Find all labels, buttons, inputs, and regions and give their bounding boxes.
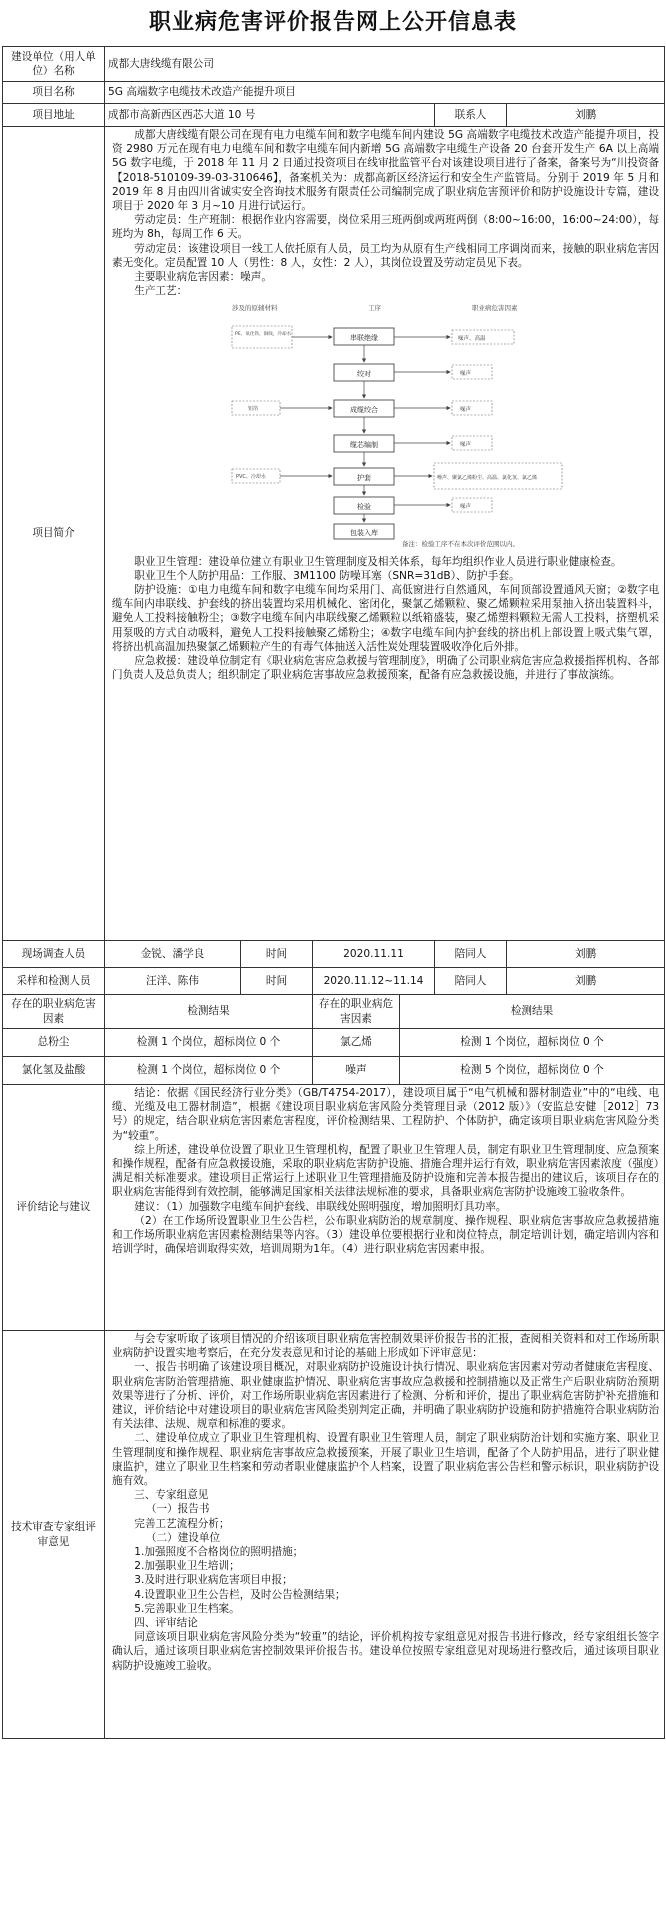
expert-p12: 5.完善职业卫生档案。 [134, 1602, 240, 1615]
hazard-result: 检测 1 个岗位，超标岗位 0 个 [105, 1029, 313, 1057]
expert-p5: （一）报告书 [145, 1503, 210, 1516]
intro-p1: 成都大唐线缆有限公司在现有电力电缆车间和数字电缆车间内建设 5G 高端数字电缆技术改造产能提升项目，投资 2980 万元在现有电力电缆车间和数字电缆车间内新增 5G 高端数字电缆生产设备 20 台套开发生产 6A 以上高端 5G 数字电缆，于 2018 年 11 月 2 日通过投资项目在线审批监管平台对该建设项目进行了备案，备案号为“川投资备【2018-510109-39-03-310646】，备案机关为：成都高新区经济运行和安全生产监管局。分别于 2019 年 5 月和 2019 年 8 月由四川省诚实安全咨询技术服务有限责任公司编制完成了职业病危害预评价和防护设施设计专篇，建设项目于 2020 年 3 月~10 月进行试运行。 [112, 129, 660, 213]
svg-text:串联绝缘: 串联绝缘 [350, 334, 378, 343]
survey-time-label: 时间 [241, 941, 313, 968]
intro-row [3, 127, 665, 941]
info-table [2, 46, 665, 1739]
sampling-label: 采样和检测人员 [3, 968, 105, 995]
sampling-accompany-label: 陪同人 [435, 968, 507, 995]
step-5 [334, 468, 394, 485]
intro-p8: 防护设施：①电力电缆车间和数字电缆车间均采用门、高低窗进行自然通风，车间顶部设置通风天窗；②数字电缆车间内串联线、护套线的挤出装置均采用机械化、密闭化，聚氯乙烯颗粒、聚乙烯颗粒采用泵抽入挤出装置料斗，避免人工投料接触粉尘；③数字电缆车间内串联线聚乙烯颗粒以纸箱盛装，聚乙烯塑料颗粒无需人工投料，挤塑机采用泵吸的方式自动吸料，避免人工投料接触聚乙烯粉尘；④数字电缆车间内护套线的挤出机上部设置上吸式集气罩，将挤出机高温加热聚氯乙烯颗粒产生的有毒气体抽送入活性炭处理装置吸收净化后外排。 [112, 584, 660, 653]
material-2-text: 铝箔 [248, 406, 259, 413]
project-address: 成都市高新西区西芯大道 10 号 [105, 104, 435, 127]
survey-label: 现场调查人员 [3, 941, 105, 968]
project-name-label: 项目名称 [3, 82, 105, 104]
step-6 [334, 497, 394, 514]
hazard-factor-header-1: 存在的职业病危害因素 [3, 995, 105, 1029]
svg-text:成缆绞合: 成缆绞合 [350, 406, 378, 415]
expert-p10: 3.及时进行职业病危害项目申报； [134, 1574, 293, 1587]
svg-text:绞对: 绞对 [357, 370, 371, 379]
step-1 [334, 328, 394, 345]
step-7 [334, 524, 394, 539]
hazard-6-text: 噪声 [460, 504, 472, 511]
conclusion-p3: 建议：（1）加强数字电缆车间护套线、串联线处照明强度，增加照明灯具功率。 [134, 1200, 507, 1213]
hazard-factor: 氯乙烯 [313, 1029, 400, 1057]
conclusion-p2: 综上所述，建设单位设置了职业卫生管理机构，配置了职业卫生管理人员，制定有职业卫生管理制度、应急预案和操作规程，配备有应急救援设施，采取的职业病危害防护设施、措施合理并运行有效，职业病危害因素浓度（强度）满足相关标准要求。建设项目正常运行上述职业卫生管理措施及防护设施和完善本报告提出的建议后，该项目存在的职业病危害能得到有效控制，能够满足国家相关法律法规标准的要求，具备职业病危害防护设施竣工验收条件。 [112, 1143, 660, 1199]
survey-staff: 金锐、潘学良 [105, 941, 241, 968]
hazard-factor: 总粉尘 [3, 1029, 105, 1057]
hazard-box-4 [452, 436, 492, 450]
intro-p2: 劳动定员：生产班制：根据作业内容需要，岗位采用三班两倒或两班两倒（8:00~16:00，16:00~24:00），每班均为 8h，每周工作 6 天。 [112, 214, 660, 241]
test-result-header-2: 检测结果 [400, 995, 665, 1029]
survey-accompany: 刘鹏 [507, 941, 665, 968]
project-address-label: 项目地址 [3, 104, 105, 127]
hazard-box-3 [452, 401, 492, 415]
svg-text:包装入库: 包装入库 [350, 529, 378, 538]
expert-p3: 二、建设单位成立了职业卫生管理机构、设置有职业卫生管理人员，制定了职业病防治计划和实施方案、职业卫生管理制度和操作规程、职业病危害事故应急救援预案，开展了职业卫生培训，配备了个人防护用品，进行了职业健康监护，建立了职业卫生档案和劳动者职业健康监护个人档案，设置了职业病危害公告栏和警示标识，职业病防护设施有效。 [112, 1432, 660, 1488]
hazard-result: 检测 1 个岗位，超标岗位 0 个 [105, 1057, 313, 1085]
hazard-result: 检测 1 个岗位，超标岗位 0 个 [400, 1029, 665, 1057]
hazard-header-row [3, 995, 665, 1029]
svg-text:缆芯编制: 缆芯编制 [350, 441, 378, 450]
expert-p13: 四、评审结论 [134, 1617, 198, 1630]
conclusion-p1: 结论：依据《国民经济行业分类》（GB/T4754-2017），建设项目属于“电气机械和器材制造业”中的“电线、电缆、光缆及电工器材制造”，根据《建设项目职业病危害风险分类管理目录（2012 版）》（安监总安健［2012］73 号）的规定，结合职业病危害因素危害程度，评价检测结果、工程防护、个体防护，确定该项目职业病危害风险分类为“较重”。 [112, 1087, 660, 1142]
intro-p4: 主要职业病危害因素：噪声。 [134, 271, 272, 284]
test-result-header-1: 检测结果 [105, 995, 313, 1029]
hazard-1-text: 噪声、高温 [458, 336, 486, 343]
project-address-row [3, 104, 665, 127]
intro-p5: 生产工艺： [134, 285, 188, 298]
hazard-4-text: 噪声 [460, 442, 472, 449]
col-process-label: 工序 [368, 304, 381, 313]
material-box-1 [232, 326, 292, 348]
hazard-5-text: 噪声、聚氯乙烯粉尘、高温、氯化氢、氯乙烯 [437, 475, 538, 482]
conclusion-label: 评价结论与建议 [3, 1085, 105, 1331]
unit-row [3, 47, 665, 82]
expert-label: 技术审查专家组评审意见 [3, 1331, 105, 1739]
expert-p11: 4.设置职业卫生公告栏，及时公告检测结果； [134, 1588, 346, 1601]
expert-p1: 与会专家听取了该项目情况的介绍该项目职业病危害控制效果评价报告书的汇报，查阅相关资料和对工作场所职业病防护设置实地考察后，在充分发表意见和讨论的基础上形成如下评审意见： [112, 1333, 660, 1360]
expert-p4: 三、专家组意见 [134, 1489, 209, 1502]
project-name: 5G 高端数字电缆技术改造产能提升项目 [105, 82, 665, 104]
intro-p7: 职业卫生个人防护用品：工作服、3M1100 防噪耳塞（SNR=31dB）、防护手套。 [134, 569, 520, 582]
process-flow-diagram [222, 300, 582, 552]
svg-text:护套: 护套 [357, 474, 371, 483]
contact-label: 联系人 [435, 104, 507, 127]
expert-p9: 2.加强职业卫生培训； [134, 1560, 240, 1573]
intro-p9: 应急救援：建设单位制定有《职业病危害应急救援与管理制度》，明确了公司职业病危害应急救援指挥机构、各部门负责人及总负责人；组织制定了职业病危害事故应急救援预案，配备有应急救援设施，并进行了事故演练。 [112, 655, 660, 682]
expert-row [3, 1331, 665, 1739]
unit-name: 成都大唐线缆有限公司 [105, 47, 665, 82]
expert-p7: （二）建设单位 [145, 1531, 221, 1544]
hazard-row-2 [3, 1057, 665, 1085]
col-material-label: 涉及的原辅材料 [232, 304, 278, 313]
step-2 [334, 364, 394, 381]
step-3 [334, 400, 394, 417]
hazard-factor: 噪声 [313, 1057, 400, 1085]
col-hazard-label: 职业病危害因素 [472, 304, 518, 313]
sampling-time-label: 时间 [241, 968, 313, 995]
unit-label: 建设单位（用人单位）名称 [3, 47, 105, 82]
sampling-accompany: 刘鹏 [507, 968, 665, 995]
expert-p6: 完善工艺流程分析； [134, 1517, 230, 1530]
sampling-staff: 汪洋、陈伟 [105, 968, 241, 995]
diagram-note: 备注：检验工序不在本次评价范围以内。 [402, 540, 519, 549]
intro-label: 项目简介 [3, 127, 105, 941]
contact-name: 刘鹏 [507, 104, 665, 127]
hazard-factor: 氯化氢及盐酸 [3, 1057, 105, 1085]
hazard-box-2 [452, 365, 492, 379]
hazard-2-text: 噪声 [460, 371, 472, 378]
material-1-text: PE、氧化铁、铜线、冷却水 [235, 332, 292, 338]
expert-p8: 1.加强照度不合格岗位的照明措施； [134, 1546, 304, 1559]
sampling-time: 2020.11.12~11.14 [313, 968, 435, 995]
page-title: 职业病危害评价报告网上公开信息表 [148, 10, 517, 35]
survey-accompany-label: 陪同人 [435, 941, 507, 968]
sampling-row [3, 968, 665, 995]
intro-p6: 职业卫生管理：建设单位建立有职业卫生管理制度及相关体系，每年均组织作业人员进行职业健康检查。 [134, 555, 622, 568]
hazard-factor-header-2: 存在的职业病危害因素 [313, 995, 400, 1029]
conclusion-row [3, 1085, 665, 1331]
material-3-text: PVC、冷却水 [236, 474, 266, 481]
svg-text:检验: 检验 [357, 503, 371, 512]
hazard-box-6 [452, 498, 492, 512]
conclusion-p4: （2）在工作场所设置职业卫生公告栏，公布职业病防治的规章制度、操作规程、职业病危害事故应急救援措施和工作场所职业病危害因素检测结果等内容。（3）建设单位要根据行业和岗位特点，制定培训计划，确定培训内容和培训学时，确保培训取得实效，培训周期为1年。（4）进行职业病危害因素申报。 [112, 1214, 660, 1256]
intro-p3: 劳动定员：该建设项目一线工人依托原有人员，员工均为从原有生产线相同工序调岗而来，接触的职业病危害因素无变化。定员配置 10 人（男性：8 人，女性：2 人），其岗位设置及劳动定员见下表。 [112, 242, 660, 269]
hazard-result: 检测 5 个岗位，超标岗位 0 个 [400, 1057, 665, 1085]
hazard-row-1 [3, 1029, 665, 1057]
survey-row [3, 941, 665, 968]
expert-p14: 同意该项目职业病危害风险分类为“较重”的结论，评价机构按专家组意见对报告书进行修改，经专家组组长签字确认后，通过该项目职业病危害控制效果评价报告书。建设单位按照专家组意见对现场进行整改后，通过该项目职业病防护设施竣工验收。 [112, 1631, 660, 1672]
step-4 [334, 435, 394, 452]
expert-p2: 一、报告书明确了该建设项目概况，对职业病防护设施设计执行情况、职业病危害因素对劳动者健康危害程度、职业病危害防治管理措施、职业健康监护情况、职业病危害事故应急救援和控制措施以及正常生产后职业病防治预期效果等进行了分析、评价，对工作场所职业病危害因素进行了检测、分析和评价，提出了职业病危害防护补充措施和建议，评价结论中对建设项目的职业病危害风险类别判定正确，并明确了职业病防护设施和防护措施符合职业病防治有关法律、法规、规章和标准的要求。 [112, 1361, 660, 1431]
project-name-row [3, 82, 665, 104]
survey-time: 2020.11.11 [313, 941, 435, 968]
hazard-3-text: 噪声 [460, 407, 472, 414]
